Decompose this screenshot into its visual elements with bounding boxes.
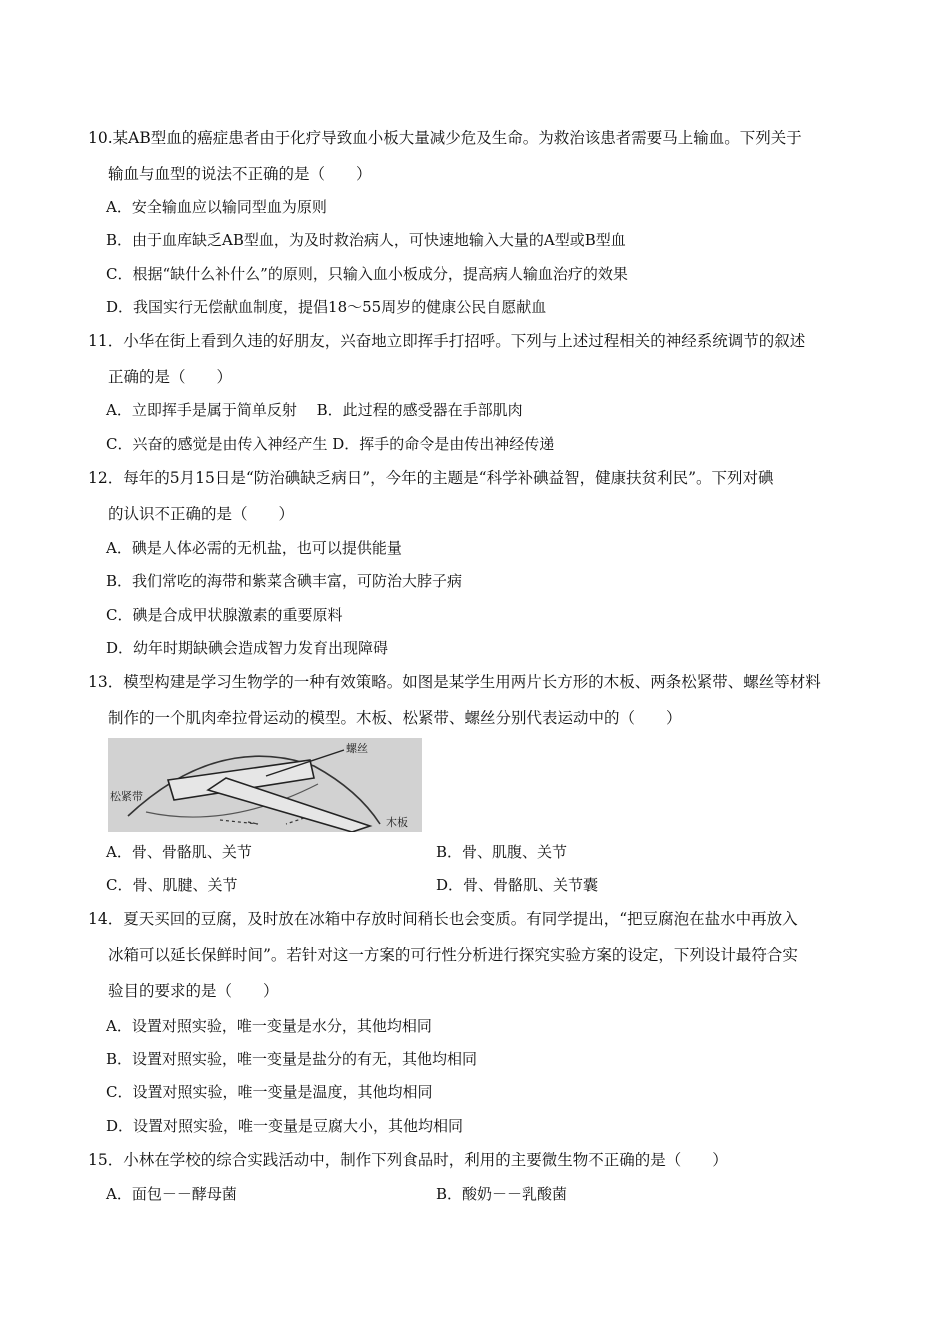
question-10-stem-line2: 输血与血型的说法不正确的是（ ） [108, 165, 372, 183]
model-diagram [108, 738, 422, 832]
question-11-stem-line1: 11．小华在街上看到久违的好朋友，兴奋地立即挥手打招呼。下列与上述过程相关的神经系统调节的叙述 [88, 332, 806, 350]
question-14-stem-line2: 冰箱可以延长保鲜时间”。若针对这一方案的可行性分析进行探究实验方案的设定，下列设计最符合实 [108, 946, 798, 964]
question-10 [88, 128, 878, 184]
q12-option-b: B．我们常吃的海带和紫菜含碘丰富，可防治大脖子病 [106, 572, 463, 590]
q10-option-c: C．根据“缺什么补什么”的原则，只输入血小板成分，提高病人输血治疗的效果 [106, 265, 628, 283]
question-15 [88, 1150, 878, 1170]
q15-option-b: B．酸奶－－乳酸菌 [436, 1185, 568, 1203]
q13-option-c: C．骨、肌腱、关节 [106, 876, 238, 894]
q15-option-a: A．面包－－酵母菌 [106, 1185, 237, 1203]
question-12-stem-line1: 12．每年的5月15日是“防治碘缺乏病日”，今年的主题是“科学补碘益智，健康扶贫利民”。下列对碘 [88, 469, 774, 487]
q10-option-d: D．我国实行无偿献血制度，提倡18～55周岁的健康公民自愿献血 [106, 298, 547, 316]
question-11 [88, 331, 878, 387]
q13-option-a: A．骨、骨骼肌、关节 [106, 843, 252, 861]
q10-option-b: B．由于血库缺乏AB型血，为及时救治病人，可快速地输入大量的A型或B型血 [106, 231, 626, 249]
q14-option-a: A．设置对照实验，唯一变量是水分，其他均相同 [106, 1017, 432, 1035]
question-13-stem-line1: 13．模型构建是学习生物学的一种有效策略。如图是某学生用两片长方形的木板、两条松紧带、螺丝等材料 [88, 673, 821, 691]
q14-option-c: C．设置对照实验，唯一变量是温度，其他均相同 [106, 1083, 433, 1101]
motion-arrow-left-dash [220, 820, 258, 824]
q13-option-d: D．骨、骨骼肌、关节囊 [436, 876, 599, 894]
figure-label-screw: 螺丝 [346, 742, 368, 755]
question-13 [88, 672, 878, 728]
q10-option-a: A．安全输血应以输同型血为原则 [106, 198, 327, 216]
question-14-stem-line3: 验目的要求的是（ ） [108, 982, 279, 1000]
figure-label-board: 木板 [386, 816, 408, 829]
question-12-stem-line2: 的认识不正确的是（ ） [108, 505, 295, 523]
q13-option-b: B．骨、肌腹、关节 [436, 843, 568, 861]
q14-option-d: D．设置对照实验，唯一变量是豆腐大小，其他均相同 [106, 1117, 464, 1135]
motion-arrow-right-dash [286, 818, 304, 824]
question-13-stem-line2: 制作的一个肌肉牵拉骨运动的模型。木板、松紧带、螺丝分别代表运动中的（ ） [108, 709, 682, 727]
question-14-stem-line1: 14．夏天买回的豆腐，及时放在冰箱中存放时间稍长也会变质。有同学提出，“把豆腐泡在盐水中再放入 [88, 910, 798, 928]
q14-option-b: B．设置对照实验，唯一变量是盐分的有无，其他均相同 [106, 1050, 478, 1068]
question-12 [88, 468, 878, 524]
question-10-stem-line1: 10.某AB型血的癌症患者由于化疗导致血小板大量减少危及生命。为救治该患者需要马上输血。下列关于 [88, 129, 802, 147]
q11-options-cd: C．兴奋的感觉是由传入神经产生 D．挥手的命令是由传出神经传递 [106, 435, 555, 453]
question-14 [88, 909, 878, 1001]
question-11-stem-line2: 正确的是（ ） [108, 368, 233, 386]
q11-options-ab: A．立即挥手是属于简单反射 B．此过程的感受器在手部肌肉 [106, 401, 523, 419]
q12-option-c: C．碘是合成甲状腺激素的重要原料 [106, 606, 343, 624]
q12-option-d: D．幼年时期缺碘会造成智力发育出现障碍 [106, 639, 389, 657]
muscle-bone-model-figure [108, 738, 422, 832]
question-15-stem-line1: 15．小林在学校的综合实践活动中，制作下列食品时，利用的主要微生物不正确的是（ ） [88, 1151, 728, 1169]
q12-option-a: A．碘是人体必需的无机盐，也可以提供能量 [106, 539, 402, 557]
figure-label-band: 松紧带 [110, 790, 143, 803]
